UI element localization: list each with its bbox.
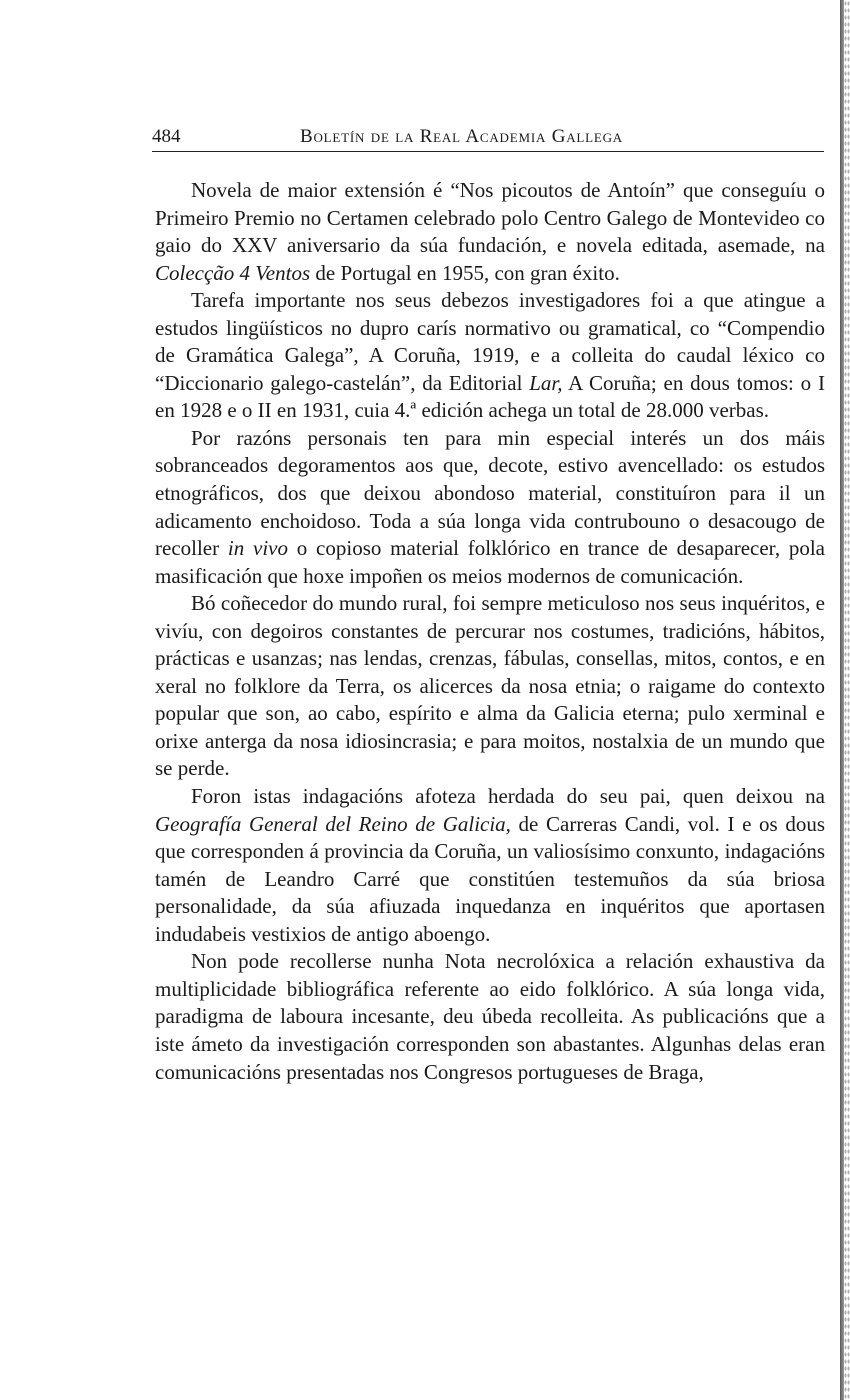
paragraph-text: Non pode recollerse nunha Nota necrolóxica a relación exhaustiva da multiplicidade bibliográfica referente ao eido folklórico. A súa longa vida, paradigma de laboura incesante, deu úbeda recolleita. As publicacións que a iste ámeto da investigación corresponden son abastantes. Algunhas delas eran comunicacións presentadas nos Congresos portugueses de Braga, — [155, 949, 825, 1084]
paragraph — [155, 783, 825, 948]
paragraph-text: Tarefa importante nos seus debezos investigadores foi a que atingue a estudos lingüísticos no dupro carís normativo ou gramatical, co “Compendio de Gramática Galega”, A Coruña, 1919, e a colleita do caudal léxico co “Diccionario galego-castelán”, da Editorial — [155, 288, 825, 395]
paragraph-text: Por razóns personais ten para min especial interés un dos máis sobranceados degoramentos aos que, decote, estivo avencellado: os estudos etnográficos, dos que deixou abondoso material, constituíron para il un adicamento enchoidoso. Toda a súa longa vida contrubouno o desacougo de recoller — [155, 425, 825, 561]
article-body — [155, 177, 825, 1086]
running-title: Boletín de la Real Academia Gallega — [300, 126, 623, 147]
italic-text: Lar, — [529, 370, 563, 395]
italic-text: in vivo — [227, 536, 288, 561]
italic-text: Geografía General del Reino de Galicia, — [155, 811, 511, 836]
paragraph — [155, 948, 825, 1086]
paragraph — [155, 425, 825, 590]
paragraph-text: A Coruña; en dous tomos: o I en 1928 e o II en 1931, cuia 4.ª edición achega un total de 28.000 verbas. — [155, 370, 825, 423]
page-number: 484 — [152, 126, 181, 147]
italic-text: Colecção 4 Ventos — [155, 260, 311, 285]
paragraph-text: de Carreras Candi, vol. I e os dous que corresponden á provincia da Coruña, un valiosísimo conxunto, indagacións tamén de Leandro Carré que constitúen testemuños da súa briosa personalidade, da súa afiuzada inquedanza en inquéritos que aportasen indudabeis vestixios de antigo aboengo. — [155, 811, 825, 946]
paragraph-text: de Portugal en 1955, con gran éxito. — [310, 260, 620, 285]
paragraph — [155, 590, 825, 783]
paragraph — [155, 177, 825, 287]
page-edge-texture — [844, 0, 850, 1400]
paragraph-text: Foron istas indagacións afoteza herdada do seu pai, quen deixou na — [191, 784, 825, 809]
paragraph-text: o copioso material folklórico en trance de desaparecer, pola masificación que hoxe impoñen os meios modernos de comunicación. — [155, 536, 826, 588]
paragraph-text: Novela de maior extensión é “Nos picoutos de Antoín” que conseguíu o Primeiro Premio no Certamen celebrado polo Centro Galego de Montevideo co gaio do XXV aniversario da súa fundación, e novela editada, asemade, na — [155, 178, 825, 258]
paragraph — [155, 287, 825, 425]
paragraph-text: Bó coñecedor do mundo rural, foi sempre meticuloso nos seus inquéritos, e vivíu, con degoiros constantes de percurar nos costumes, tradicións, hábitos, prácticas e usanzas; nas lendas, crenzas, fábulas, consellas, mitos, contos, e en xeral no folklore da Terra, os alicerces da nosa etnia; o raigame do contexto popular que son, ao cabo, espírito e alma da Galicia eterna; pulo xerminal e orixe anterga da nosa idiosincrasia; e para moitos, nostalxia de un mundo que se perde. — [155, 591, 825, 781]
page-header — [152, 123, 824, 152]
